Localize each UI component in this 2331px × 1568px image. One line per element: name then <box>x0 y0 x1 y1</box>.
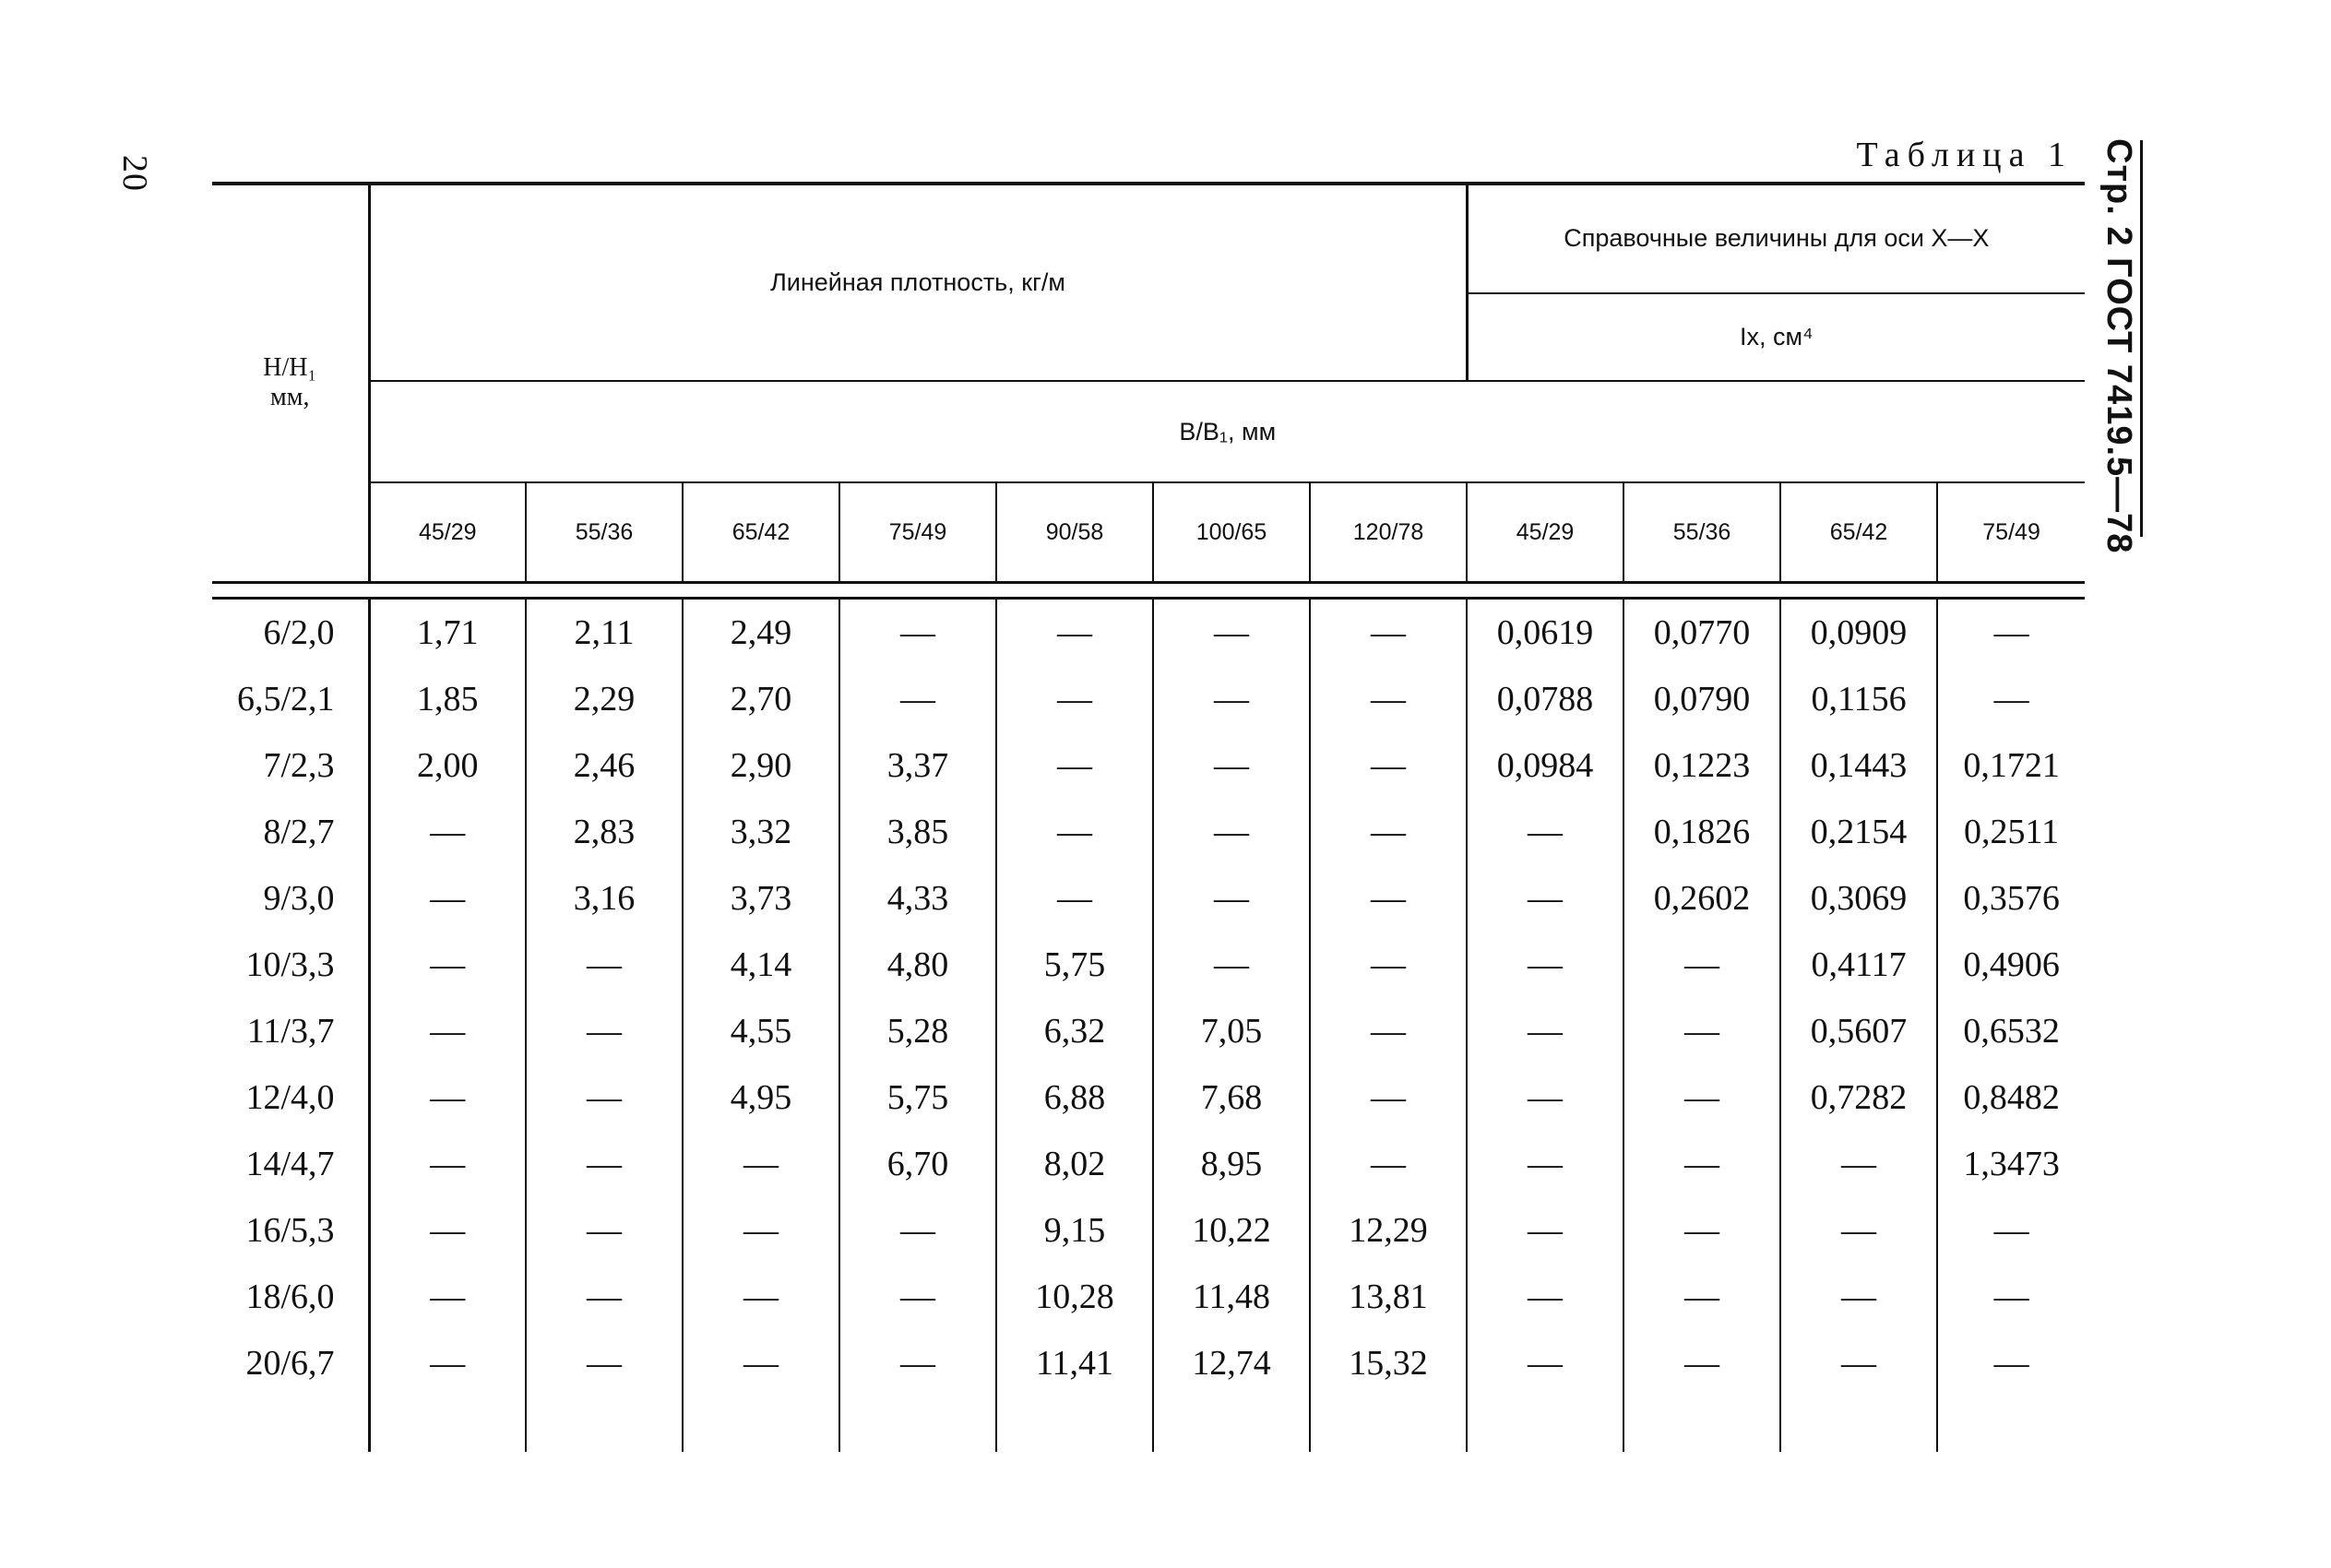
table-cell: — <box>526 1264 683 1330</box>
table-cell: 0,3576 <box>1963 879 2060 918</box>
table-cell: 6,88 <box>996 1064 1153 1131</box>
table-row <box>212 865 2085 932</box>
table-cell: 5,75 <box>839 1064 996 1131</box>
table-cell: 0,0788 <box>1467 666 1623 732</box>
table-cell: — <box>1623 998 1780 1064</box>
table-cell: — <box>369 1330 526 1396</box>
table-cell: — <box>369 998 526 1064</box>
table-cell: 0,1721 <box>1963 746 2060 785</box>
table-cell: — <box>1467 1197 1623 1264</box>
table-cell: 3,37 <box>839 732 996 799</box>
table-cell: — <box>1467 799 1623 865</box>
table-cell: — <box>1623 1064 1780 1131</box>
b-b1-header: B/B₁, мм <box>369 381 2085 482</box>
table-cell: — <box>839 1264 996 1330</box>
table-cell: — <box>1623 932 1780 998</box>
table-row <box>212 1131 2085 1197</box>
table-cell: — <box>996 865 1153 932</box>
table-cell: 4,55 <box>683 998 839 1064</box>
table-cell: 0,0770 <box>1623 599 1780 667</box>
table-cell: — <box>1993 1211 2029 1250</box>
table-cell: 2,70 <box>683 666 839 732</box>
table-cell: 0,1223 <box>1623 732 1780 799</box>
row-label-header-line2: мм, <box>270 383 310 411</box>
table-cell: — <box>1310 599 1467 667</box>
row-label: 6/2,0 <box>212 599 369 667</box>
table-cell: 1,85 <box>369 666 526 732</box>
table-cell: 0,0984 <box>1467 732 1623 799</box>
table-cell: 0,7282 <box>1780 1064 1937 1131</box>
table-cell: 0,6532 <box>1963 1012 2060 1051</box>
table-row <box>212 799 2085 865</box>
table-cell: 4,80 <box>839 932 996 998</box>
ix-header: Ix, см⁴ <box>1739 323 1814 351</box>
table-cell: — <box>839 1197 996 1264</box>
table-cell: 4,33 <box>839 865 996 932</box>
table-cell: — <box>1623 1197 1780 1264</box>
row-label: 10/3,3 <box>212 932 369 998</box>
table-cell: — <box>1993 1277 2029 1316</box>
table-cell: — <box>1993 680 2029 719</box>
table-cell: 13,81 <box>1310 1264 1467 1330</box>
side-header: Стр. 2 ГОСТ 7419.5—78 <box>2099 138 2138 554</box>
header-double-rule <box>212 583 2085 599</box>
table-cell: — <box>526 932 683 998</box>
table-cell: — <box>1310 1131 1467 1197</box>
table-tail <box>212 1396 2085 1452</box>
table-cell: — <box>369 865 526 932</box>
table-cell: 2,49 <box>683 599 839 667</box>
table-cell: 1,71 <box>369 599 526 667</box>
table-cell: — <box>1310 666 1467 732</box>
table-cell: 1,3473 <box>1963 1145 2060 1183</box>
table-cell: 3,32 <box>683 799 839 865</box>
table-cell: 0,8482 <box>1963 1078 2060 1117</box>
table-cell: — <box>996 799 1153 865</box>
table-cell: — <box>1467 1330 1623 1396</box>
table-cell: 0,5607 <box>1780 998 1937 1064</box>
table-cell: 11,48 <box>1153 1264 1310 1330</box>
table-cell: — <box>1153 732 1310 799</box>
table-cell: 5,75 <box>996 932 1153 998</box>
table-cell: — <box>1310 1064 1467 1131</box>
table-cell: 4,14 <box>683 932 839 998</box>
table-cell: — <box>1310 865 1467 932</box>
table-cell: — <box>1467 1264 1623 1330</box>
table-cell: — <box>1467 998 1623 1064</box>
table-row <box>212 1330 2085 1396</box>
table-cell: 0,1826 <box>1623 799 1780 865</box>
table-cell: — <box>996 599 1153 667</box>
table-row <box>212 599 2085 667</box>
table-cell: — <box>1310 732 1467 799</box>
table-cell: — <box>996 666 1153 732</box>
table-cell: 9,15 <box>996 1197 1153 1264</box>
table-cell: 3,73 <box>683 865 839 932</box>
table-cell: 4,95 <box>683 1064 839 1131</box>
table-cell: — <box>996 732 1153 799</box>
row-label: 7/2,3 <box>212 732 369 799</box>
table-cell: — <box>1467 1131 1623 1197</box>
table-cell: 12,29 <box>1310 1197 1467 1264</box>
table-cell: 3,85 <box>839 799 996 865</box>
table-cell: 0,0909 <box>1780 599 1937 667</box>
table-cell: — <box>526 1330 683 1396</box>
table-cell: 0,0790 <box>1623 666 1780 732</box>
table-cell: 7,05 <box>1153 998 1310 1064</box>
table-cell: — <box>526 1064 683 1131</box>
table-cell: — <box>369 1264 526 1330</box>
table-cell: — <box>526 1131 683 1197</box>
table-cell: 0,2511 <box>1964 813 2060 851</box>
row-label-header <box>212 184 369 583</box>
table-cell: 15,32 <box>1310 1330 1467 1396</box>
table-cell: 0,4117 <box>1780 932 1937 998</box>
table-cell: — <box>683 1197 839 1264</box>
table-cell: 8,02 <box>996 1131 1153 1197</box>
table-cell: — <box>1467 932 1623 998</box>
column-header: 65/42 <box>1780 482 1937 583</box>
reference-values-header: Справочные величины для оси X—X <box>1467 184 2085 293</box>
table-cell: — <box>839 666 996 732</box>
linear-density-header: Линейная плотность, кг/м <box>369 184 1467 381</box>
table-row <box>212 732 2085 799</box>
table-cell: 2,46 <box>526 732 683 799</box>
table-cell: 2,29 <box>526 666 683 732</box>
row-label: 18/6,0 <box>212 1264 369 1330</box>
table-cell: — <box>1467 865 1623 932</box>
table-cell: 2,00 <box>369 732 526 799</box>
table-row <box>212 1064 2085 1131</box>
table-cell: — <box>369 1131 526 1197</box>
table-row <box>212 932 2085 998</box>
table-cell: — <box>369 799 526 865</box>
column-header: 100/65 <box>1153 482 1310 583</box>
row-label-header-line1: H/H₁ <box>263 352 317 382</box>
row-label: 20/6,7 <box>212 1330 369 1396</box>
column-header: 55/36 <box>526 482 683 583</box>
column-header: 55/36 <box>1623 482 1780 583</box>
table-cell: — <box>839 1330 996 1396</box>
row-label: 11/3,7 <box>212 998 369 1064</box>
row-label: 14/4,7 <box>212 1131 369 1197</box>
table-cell: — <box>1310 799 1467 865</box>
table-cell: — <box>683 1330 839 1396</box>
table-cell: — <box>1780 1330 1937 1396</box>
table-cell: 0,0619 <box>1467 599 1623 667</box>
table-cell: — <box>526 1197 683 1264</box>
table-cell: 7,68 <box>1153 1064 1310 1131</box>
row-label: 8/2,7 <box>212 799 369 865</box>
table-cell: 2,83 <box>526 799 683 865</box>
row-label: 16/5,3 <box>212 1197 369 1264</box>
row-label: 9/3,0 <box>212 865 369 932</box>
table-row <box>212 1197 2085 1264</box>
table-row <box>212 998 2085 1064</box>
column-header: 90/58 <box>996 482 1153 583</box>
table-cell: — <box>1623 1330 1780 1396</box>
table-cell: — <box>1467 1064 1623 1131</box>
table-cell: — <box>683 1264 839 1330</box>
table-cell: — <box>1623 1264 1780 1330</box>
table-cell: — <box>1780 1131 1937 1197</box>
table-cell: 6,70 <box>839 1131 996 1197</box>
table-cell: — <box>1993 613 2029 652</box>
table-cell: — <box>526 998 683 1064</box>
page-number: 20 <box>115 155 154 192</box>
table-cell: — <box>1993 1344 2029 1383</box>
side-header-rule <box>2140 140 2143 537</box>
table-cell: — <box>369 1064 526 1131</box>
table-cell: — <box>1623 1131 1780 1197</box>
table-cell: 12,74 <box>1153 1330 1310 1396</box>
row-label: 12/4,0 <box>212 1064 369 1131</box>
column-header: 75/49 <box>1982 518 2040 545</box>
table-cell: 0,2602 <box>1623 865 1780 932</box>
table-cell: — <box>1780 1197 1937 1264</box>
column-header: 120/78 <box>1310 482 1467 583</box>
table-cell: — <box>1310 998 1467 1064</box>
table-cell: 6,32 <box>996 998 1153 1064</box>
table-cell: 2,90 <box>683 732 839 799</box>
table-cell: — <box>1153 799 1310 865</box>
table-cell: — <box>1153 865 1310 932</box>
table-cell: 2,11 <box>526 599 683 667</box>
table-cell: 0,1443 <box>1780 732 1937 799</box>
table-cell: — <box>839 599 996 667</box>
table-caption: Таблица 1 <box>1856 136 2073 174</box>
table-cell: 10,28 <box>996 1264 1153 1330</box>
column-header: 65/42 <box>683 482 839 583</box>
table-cell: 0,4906 <box>1963 945 2060 984</box>
table-cell: 0,1156 <box>1780 666 1937 732</box>
column-header: 75/49 <box>839 482 996 583</box>
column-header: 45/29 <box>369 482 526 583</box>
row-label: 6,5/2,1 <box>212 666 369 732</box>
table-cell: — <box>369 932 526 998</box>
table-cell: — <box>1153 599 1310 667</box>
table-cell: 0,2154 <box>1780 799 1937 865</box>
column-header: 45/29 <box>1467 482 1623 583</box>
table-cell: 8,95 <box>1153 1131 1310 1197</box>
table-cell: — <box>683 1131 839 1197</box>
table-cell: 11,41 <box>996 1330 1153 1396</box>
table-cell: 3,16 <box>526 865 683 932</box>
table-cell: 0,3069 <box>1780 865 1937 932</box>
table-row <box>212 666 2085 732</box>
table-cell: — <box>1153 666 1310 732</box>
table-cell: — <box>1780 1264 1937 1330</box>
table-cell: — <box>1310 932 1467 998</box>
table-cell: 5,28 <box>839 998 996 1064</box>
table-body <box>212 599 2085 1453</box>
table-cell: — <box>369 1197 526 1264</box>
table-cell: — <box>1153 932 1310 998</box>
table-cell: 10,22 <box>1153 1197 1310 1264</box>
table-row <box>212 1264 2085 1330</box>
data-table <box>212 184 2085 1452</box>
